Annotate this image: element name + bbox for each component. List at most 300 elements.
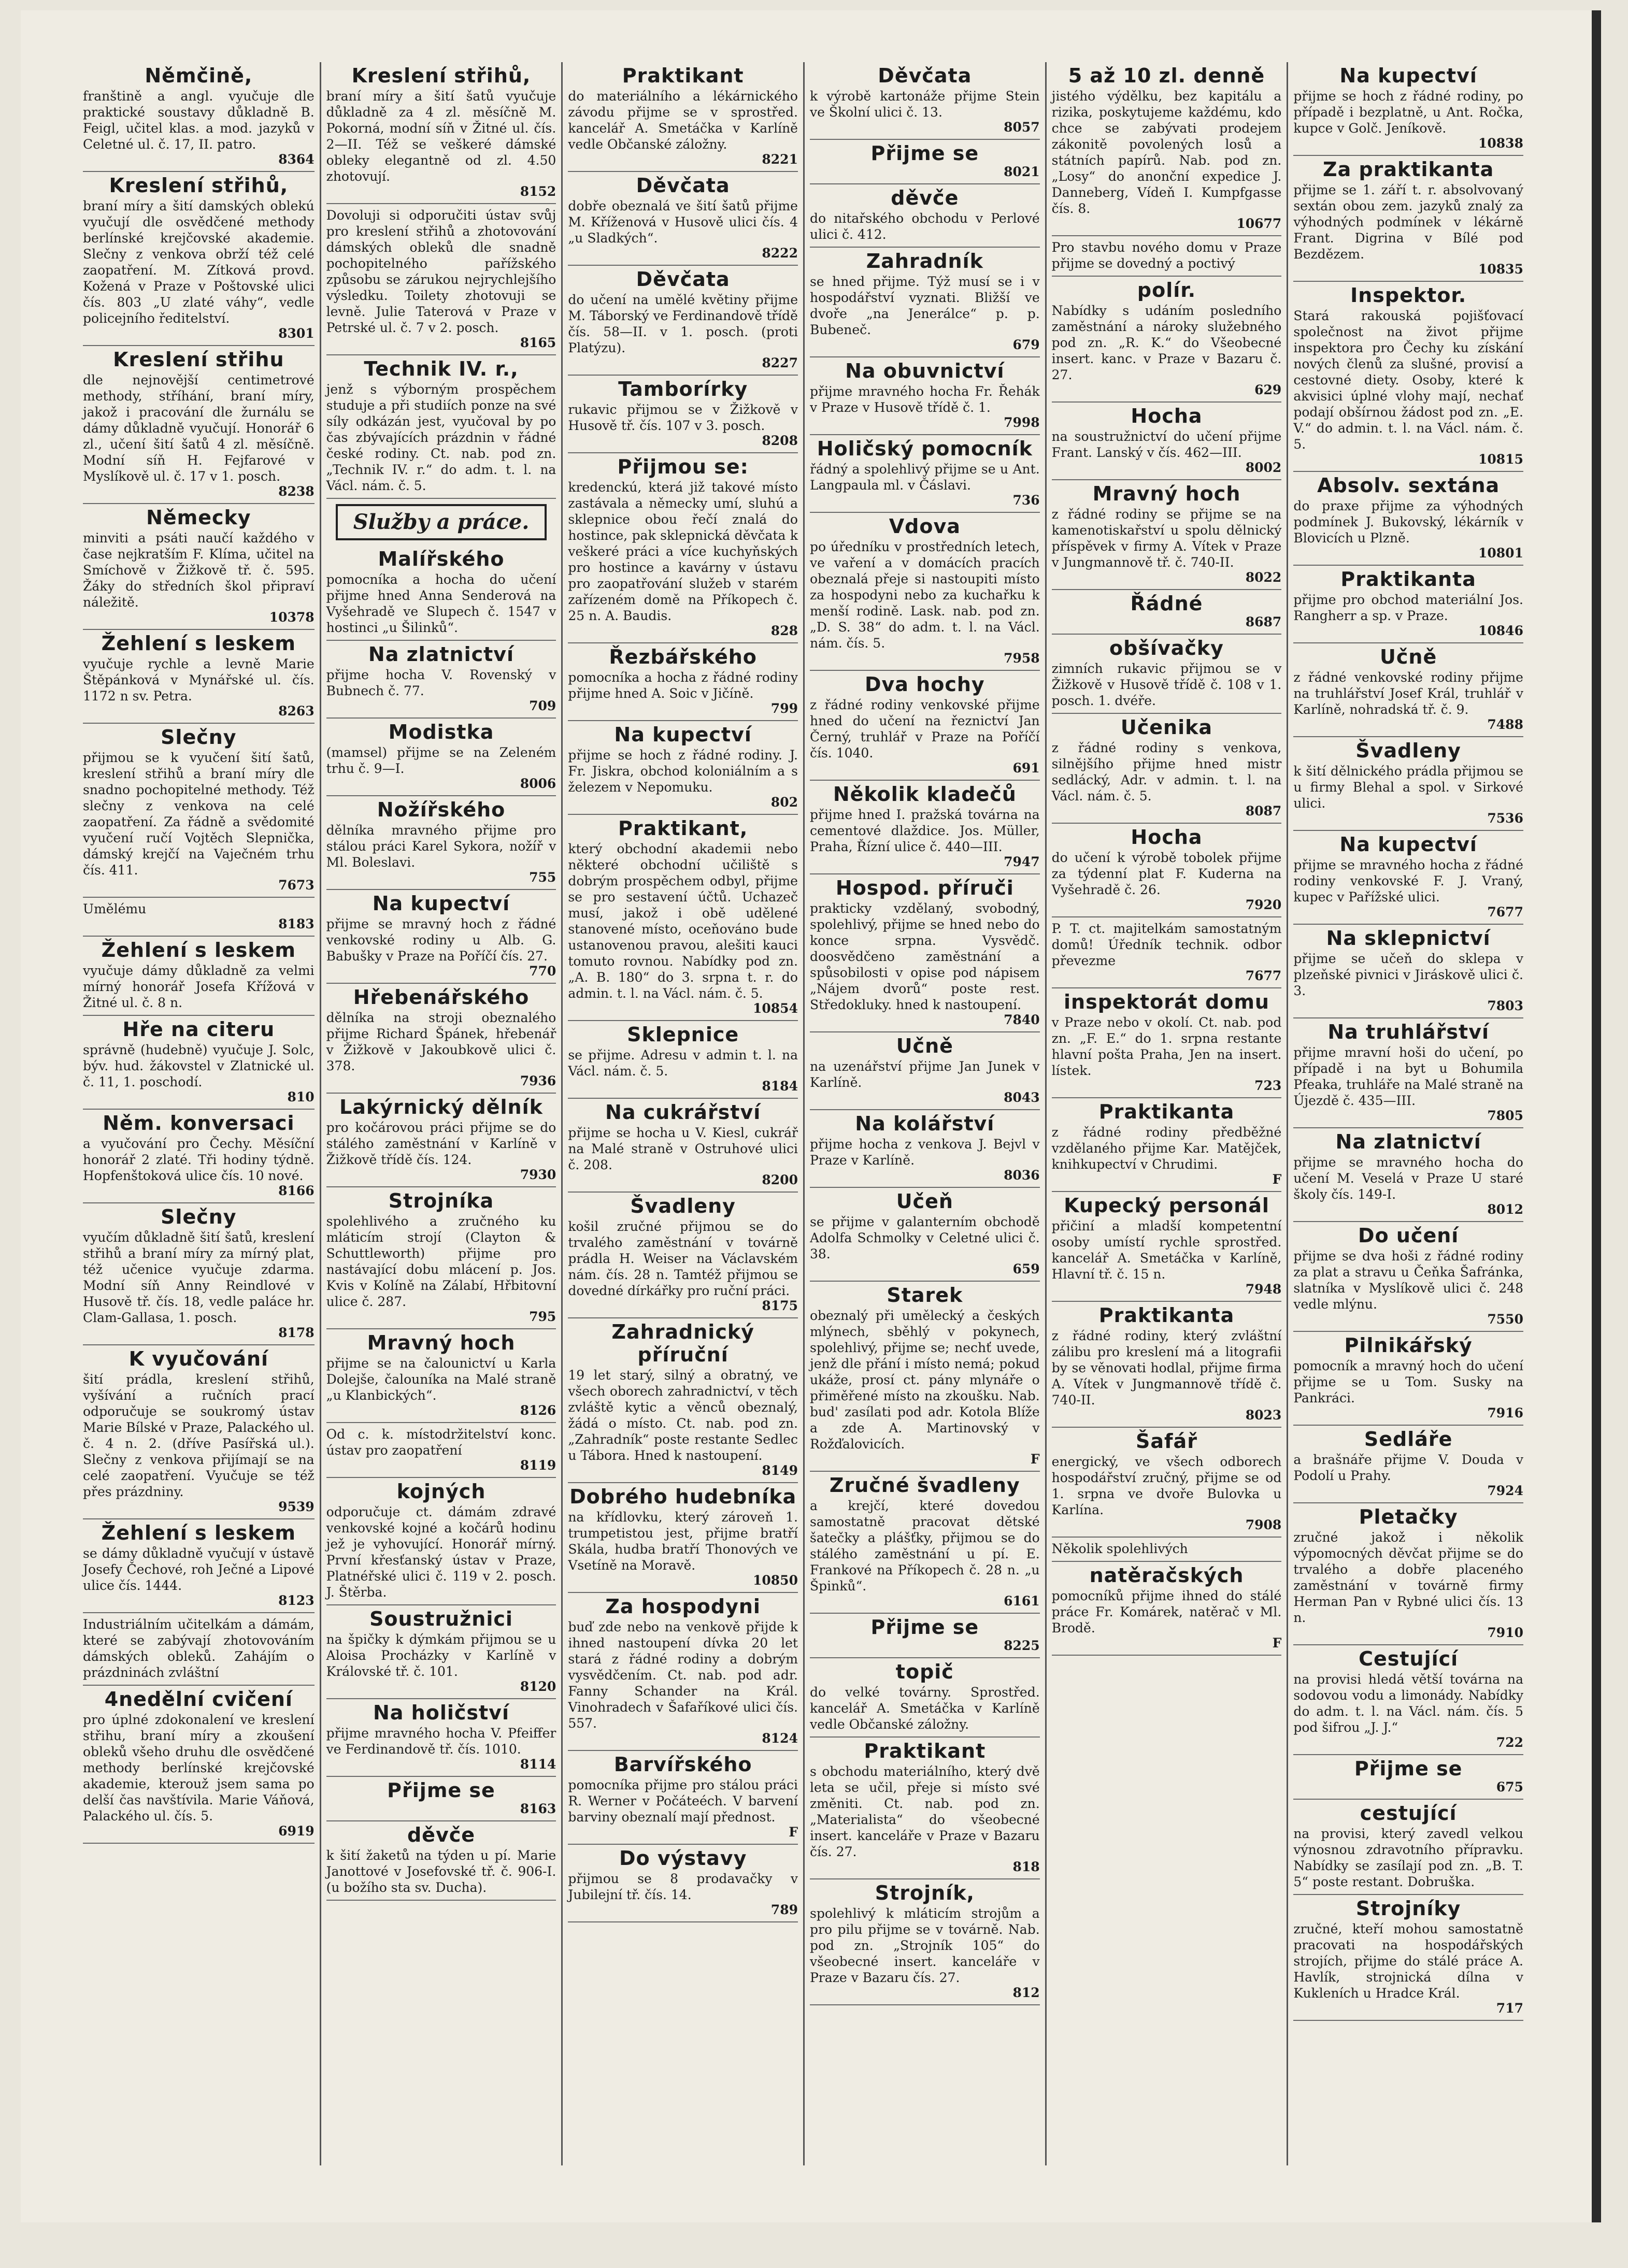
ad-body: z řádné rodiny venkovské přijme hned do učení na řeznictví Jan Černý, truhlář v Praze na Poříčí čís. 1040. [809,697,1040,760]
ad-number: 8057 [1004,120,1040,135]
ad-heading: Praktikant, [618,817,748,840]
ad-heading: Na kupectví [1339,833,1477,856]
ad-number: 8175 [762,1298,798,1313]
classified-ad [1293,1426,1523,1503]
classified-ad [1293,1755,1523,1800]
ad-heading: Mravný hoch [367,1331,516,1354]
classified-ad [83,1016,315,1110]
ad-heading: Mravný hoch [1092,482,1241,505]
ad-number: 7947 [1004,854,1040,869]
classified-ad [810,1738,1040,1879]
ad-body: dělníka mravného přijme pro stálou práci Karel Sykora, nožíř v Ml. Boleslavi. [326,823,556,870]
ad-body: na provisi, který zavedl velkou výnosnou zdravotního přípravku. Nabídky se zasílají pod zn. „B. T. 5“ poste restant. Dobruška. [1293,1826,1523,1889]
newspaper-page [21,10,1601,2222]
classified-ad [568,62,798,172]
ad-body: dobře obeznalá ve šití šatů přijme M. Kříženová v Husově ulici čís. 4 „u Sladkých“. [568,198,798,246]
classified-ad [568,1318,798,1483]
ad-heading: Lakýrnický dělník [339,1096,543,1118]
ad-number: 755 [529,870,556,885]
ad-body: do nitařského obchodu v Perlové ulici č. 412. [809,211,1040,242]
ad-number: 8263 [278,704,315,719]
ad-heading: Zahradnický příruční [611,1320,754,1366]
classified-ad [1052,480,1282,590]
classified-ad [568,172,798,266]
ad-body: rukavic přijmou se v Žižkově v Husově tř. čís. 107 v 3. posch. [568,402,798,433]
ad-body: na provisi hledá větší továrna na sodovou vodu a limonády. Nabídky do adm. t. l. na Václ. nám. čís. 5 pod šifrou „J. J.“ [1293,1672,1523,1735]
ad-number: 7998 [1004,415,1040,430]
classified-ad [326,984,556,1094]
ad-number: 8023 [1245,1408,1282,1423]
ad-number: 717 [1496,2001,1523,2016]
ad-number: F [1272,1172,1282,1187]
ad-heading: Učně [896,1035,953,1057]
classified-ad [1293,1018,1523,1128]
ad-body: Stará rakouská pojišťovací společnost na život přijme inspektora pro Čechy ku získání nových členů za slušné, provisí a cestovné diety. Osoby, které k akvisici úplné vlohy mají, nechať podají obšírnou žádost pod zn. „E. V.“ do admin. t. l. na Václ. nám. č. 5. [1293,308,1523,452]
ad-number: 7910 [1487,1625,1523,1640]
ad-number: 7677 [1245,968,1282,983]
ad-heading: Šafář [1136,1430,1197,1453]
ad-heading: Řezbářského [609,645,757,668]
ad-body: se přijme. Adresu v admin t. l. na Václ. nám. č. 5. [568,1047,798,1079]
ad-body: se hned přijme. Týž musí se i v hospodářství vyznati. Bližší ve dvoře „na Jenerálce“ p. p. Bubeneč. [809,274,1040,337]
ad-number: 7536 [1487,811,1523,826]
ad-body: přijme mravného hocha Fr. Řehák v Praze v Husově třídě č. 1. [809,384,1040,415]
ad-heading: Vdova [889,515,961,538]
ad-body: přijme se mravný hoch z řádné venkovské rodiny u Alb. G. Babušky v Praze na Poříčí čís. 27. [326,916,556,964]
ad-body: přijmou se k vyučení šití šatů, kreslení střihů a braní míry dle snadno pochopitelné methody. Též slečny z venkova na celé zaopatření. Za řádně a svědomité vyučení ručí Vojtěch Slepnička, dámský krejčí na Vaječném trhu čís. 411. [83,750,315,878]
ad-number: 8178 [278,1325,315,1340]
ad-body: pro úplné zdokonalení ve kreslení střihu, braní míry a zkoušení obleků všeho druhu dle osvědčené methody berlínské krejčovské akademie, kterouž jsem sama po delší čas navštívila. Marie Váňová, Palackého ul. čís. 5. [83,1712,315,1824]
classified-ad [83,898,315,937]
classified-ad [810,513,1040,671]
ad-number: 795 [529,1309,556,1324]
ad-number: F [1030,1452,1040,1467]
ad-heading: Něm. konversaci [103,1112,295,1135]
classified-ad [83,937,315,1016]
ad-body: přijme se hoch z řádné rodiny. J. Fr. Jiskra, obchod koloniálním a s železem v Nepomuku. [568,748,798,795]
classified-ad [1052,62,1282,236]
ad-number: 7936 [520,1073,556,1088]
ad-number: 10815 [1478,452,1523,467]
ad-heading: 5 až 10 zl. denně [1068,64,1265,87]
ad-heading: Hře na citeru [122,1018,275,1041]
ad-heading: Slečny [161,726,237,749]
ad-heading: Slečny [161,1205,237,1228]
ad-body: vyučím důkladně šití šatů, kreslení střihů a braní míry za mírný plat, též učenice vyučuje zdarma. Modní síň Anny Reindlové v Husově tř. čís. 18, vedle paláce hr. Clam-Gallasa, 1. posch. [83,1230,315,1325]
classified-ad [1052,277,1282,403]
ad-heading: Kupecký personál [1064,1194,1269,1217]
ad-body: na uzenářství přijme Jan Junek v Karlíně. [809,1059,1040,1090]
ad-body: který obchodní akademii nebo některé obchodní učiliště s dobrým prospěchem odbyl, přijme se pro sestavení účtů. Uchazeč musí, jakož i obě udělené stanovené místo, oceňováno bude ustanovenou pravou, alešiti kauci tomuto rovnou. Nabídky pod zn. „A. B. 180“ do 3. srpna t. r. do admin. t. l. na Václ. nám. č. 5. [568,841,798,1001]
ad-heading: Na kupectví [372,892,510,915]
ad-body: odporučuje ct. dámám zdravé venkovské kojné a kočárů hodinu jež je vyhovující. Honorář mírný. První křesťanský ústav v Praze, Platnéřské ulici č. 119 v 2. posch. J. Štěrba. [326,1504,556,1600]
ad-number: 10378 [269,610,315,625]
ad-body: přijme se mravného hocha do učení M. Veselá v Praze U staré školy čís. 149-I. [1293,1155,1523,1202]
ad-number: 679 [1012,337,1040,352]
ad-body: zručné, kteří mohou samostatně pracovati na hospodářských strojích, přijme do stálé práce A. Havlík, strojnická dílna v Kukleních u Hradce Král. [1293,1921,1523,2001]
ad-heading: Za hospodyni [605,1595,761,1618]
section-heading: Služby a práce. [336,504,547,540]
classified-ad [326,1187,556,1329]
classified-ad [83,172,315,346]
ad-number: 736 [1012,493,1040,508]
ad-number: 7488 [1487,717,1523,732]
ad-heading: Učně [1380,645,1437,668]
ad-body: s obchodu materiálního, který dvě leta se učil, přeje si místo své změniti. Ct. nab. pod zn. „Materialista“ do všeobecné insert. kanceláře v Praze v Bazaru čís. 27. [809,1764,1040,1859]
ad-heading: Praktikant [864,1740,986,1762]
ad-number: 9539 [278,1499,315,1514]
ad-number: 802 [770,795,798,810]
classified-ad [1293,1332,1523,1426]
classified-ad [568,1845,798,1922]
ad-body: minviti a psáti naučí každého v čase nejkratším F. Klíma, učitel na Smíchově v Žižkově tř. č. 595. Žáky do středních škol připraví náležitě. [83,530,315,610]
classified-ad [326,1423,556,1478]
ad-heading: K vyučování [128,1347,269,1370]
classified-ad [1293,831,1523,925]
ad-body: k výrobě kartonáže přijme Stein ve Školní ulici č. 13. [809,89,1040,120]
ad-number: 8152 [520,184,556,199]
ad-body: z řádné rodiny předběžné vzdělaného přijme Kar. Matějček, knihkupectví v Chrudimi. [1051,1125,1282,1172]
ad-body: z řádné rodiny, který zvláštní zálibu pro kreslení má a litografii by se věnovati hodlal, přijme firma A. Vítek v Jungmannově třídě č. 740-II. [1051,1328,1282,1408]
ad-heading: Němčině, [145,64,253,87]
ad-number: 6161 [1004,1594,1040,1609]
ad-number: 8124 [762,1731,798,1746]
ad-heading: Děvčata [878,64,972,87]
classified-ad [83,724,315,898]
ad-body: a brašnáře přijme V. Douda v Podolí u Prahy. [1293,1452,1523,1483]
ad-body: kredenckú, která již takové místo zastávala a německy umí, sluhú a sklepnice obou řečí znalá do hostince, pak sklepnická děvčata k veškeré práci a více kuchyňských pro hostince a kavárny v ústavu pro zaopatřování služeb v starém zařízeném domě na Příkopech č. 25 n. A. Baudis. [568,480,798,623]
ad-heading: inspektorát domu [1064,991,1269,1013]
ad-number: 8222 [762,246,798,261]
ad-heading: Zahradník [866,250,983,272]
column-1 [78,62,320,2165]
ad-number: 7908 [1245,1517,1282,1532]
classified-ad [83,1519,315,1613]
ad-body: na špičky k dýmkám přijmou se u Aloisa Procházky v Karlíně v Královské tř. č. 101. [326,1632,556,1679]
classified-ad [1293,737,1523,831]
ad-number: 7805 [1487,1108,1523,1123]
ad-body: spolehlivého a zručného ku mláticím strojí (Clayton & Schuttleworth) přijme pro nastávající dobu mlácení p. Jos. Kvis v Kolíně na Zálabí, Hřbitovní ulice č. 287. [326,1214,556,1309]
classified-ad [1293,156,1523,282]
ad-heading: natěračských [1089,1564,1244,1587]
classified-ad [83,346,315,504]
ad-body: přijme se dva hoši z řádné rodiny za plat a stravu u Čeňka Šafránka, slatníka v Myslíkově ulici č. 248 vedle mlýnu. [1293,1248,1523,1312]
ad-number: 10846 [1478,623,1523,638]
ad-body: zimních rukavic přijmou se v Žižkově v Husově třídě č. 108 v 1. posch. 1. dvéře. [1051,661,1282,708]
ad-body: přijme se hocha u V. Kiesl, cukrář na Malé straně v Ostruhové ulici č. 208. [568,1125,798,1172]
column-5 [1045,62,1287,2165]
ad-heading: cestující [1360,1802,1457,1825]
ad-body: obeznalý při umělecký a českých mlýnech, sběhlý v pokynech, spolehlivý, přijme se; nechť uvede, jenž dle přání i místo nemá; pokud ukáže, prosí ct. pány mlynáře o přiměřené místo na zkoušku. Nab. bud' zasílati pod adr. Kotola Blíže a zde A. Martinovský v Rožďalovicích. [809,1308,1040,1452]
ad-heading: Děvčata [636,174,730,197]
ad-body: spolehlivý k mláticím strojům a pro pilu přijme se v továrně. Nab. pod zn. „Strojník 105“ do všeobecné insert. kanceláře v Praze v Bazaru čís. 27. [809,1906,1040,1985]
ad-heading: Praktikanta [1098,1100,1235,1123]
ad-number: 7677 [1487,905,1523,920]
ad-heading: Na obuvnictví [845,360,1005,382]
ad-number: 8036 [1004,1168,1040,1183]
ad-body: dělníka na stroji obeznalého přijme Richard Špánek, hřebenář v Žižkově v Jakoubkově ulici č. 378. [326,1010,556,1073]
ad-body: v Praze nebo v okolí. Ct. nab. pod zn. „F. E.“ do 1. srpna restante hlavní pošta Praha, Jen na insert. lístek. [1051,1015,1282,1078]
classified-ad [326,1478,556,1605]
ad-number: 828 [770,623,798,638]
ad-heading: Hřebenářského [353,986,530,1009]
ad-heading: Kreslení střihů, [351,64,531,87]
ad-heading: obšívačky [1109,637,1224,659]
ad-body: košil zručné přijmou se do trvalého zaměstnání v továrně prádla H. Weiser na Václavském nám. čís. 28 n. Tamtéž přijmou se dovedné dírkářky pro ruční práci. [568,1219,798,1298]
classified-ad [1052,590,1282,635]
classified-ad [326,796,556,890]
classified-ad [810,1188,1040,1282]
ad-number: 8114 [520,1757,556,1772]
ad-body: jenž s výborným prospěchem studuje a při studiích ponze na své síly odkázán jest, vyučoval by po čas zbývajících prázdnin v řádné české rodiny. Ct. nab. pod zn. „Technik IV. r.“ do adm. t. l. na Václ. nám. č. 5. [326,382,556,493]
classified-ad [83,1613,315,1686]
ad-number: 8163 [520,1801,556,1816]
classified-ad [810,1658,1040,1738]
ad-heading: Inspektor. [1350,284,1467,307]
ad-number: 8225 [1004,1638,1040,1653]
classified-ad [810,781,1040,874]
ad-heading: Strojník, [875,1882,975,1904]
classified-ad [1293,925,1523,1018]
ad-heading: Strojníka [388,1189,494,1212]
ad-number: 812 [1012,1985,1040,2000]
classified-ad [1293,1503,1523,1645]
ad-heading: topič [895,1660,954,1683]
ad-body: přijme se učeň do sklepa v plzeňské pivnici v Jiráskově ulici č. 3. [1293,951,1523,998]
ad-number: 8165 [520,335,556,350]
ad-number: 8021 [1004,164,1040,179]
ad-number: 7803 [1487,998,1523,1013]
classified-ad [810,435,1040,513]
ad-heading: děvče [891,186,959,209]
ad-heading: Hocha [1131,405,1203,427]
ad-body: Několik spolehlivých [1051,1541,1188,1556]
ad-number: 6919 [278,1824,315,1839]
classified-ad [810,671,1040,781]
classified-ad [568,1483,798,1593]
classified-columns [78,62,1529,2165]
ad-number: 8006 [520,776,556,791]
ad-heading: Učenika [1120,716,1213,739]
ad-heading: Přijme se [1354,1757,1463,1780]
ad-heading: Zručné švadleny [829,1474,1020,1497]
ad-number: 7916 [1487,1405,1523,1420]
ad-body: z řádné venkovské rodiny přijme na truhlářství Josef Král, truhlář v Karlíně, nohradská tř. č. 9. [1293,670,1523,717]
ad-number: 10835 [1478,262,1523,277]
ad-number: 8012 [1487,1202,1523,1217]
ad-body: přijme se 1. září t. r. absolvovaný sextán obou zem. jazyků znalý za výhodných podmínek v lékárně Frant. Digrina v Bílé pod Bezdězem. [1293,182,1523,262]
ad-heading: Na truhlářství [1327,1021,1489,1043]
ad-body: řádný a spolehlivý přijme se u Ant. Langpaula ml. v Čáslavi. [809,462,1040,493]
ad-heading: Soustružnici [369,1607,513,1630]
ad-number: 8238 [278,484,315,499]
ad-body: přijme se na čalounictví u Karla Dolejše, čalouníka na Malé straně „u Klanbických“. [326,1356,556,1403]
ad-heading: Na kupectví [614,723,752,746]
ad-body: braní míry a šití šatů vyučuje důkladně za 4 zl. měsíčně M. Pokorná, modní síň v Žitné ul. čís. 2—II. Též se veškeré dámské obleky elegantně od zl. 4.50 zhotovují. [326,89,556,184]
classified-ad [326,546,556,641]
ad-body: Industriálním učitelkám a dámám, které se zabývají zhotovováním dámských obleků. Zahájím o prázdninách zvláštní [83,1617,315,1680]
ad-number: 8221 [762,152,798,167]
ad-heading: Hospod. příruči [835,877,1014,899]
ad-number: 8087 [1245,803,1282,819]
column-3 [561,62,803,2165]
ad-body: se přijme v galanterním obchodě Adolfa Schmolky v Celetné ulici č. 38. [809,1214,1040,1261]
classified-ad [1052,1302,1282,1428]
ad-number: 7673 [278,878,315,893]
classified-ad [1052,714,1282,824]
ad-body: Nabídky s udáním posledního zaměstnání a nároky služebného pod zn. „R. K.“ do Všeobecné insert. kanc. v Praze v Bazaru č. 27. [1051,303,1282,382]
classified-ad [326,1699,556,1777]
ad-number: 10850 [753,1573,798,1588]
ad-number: 8184 [762,1079,798,1094]
ad-number: 7924 [1487,1483,1523,1498]
classified-ad [568,815,798,1021]
ad-heading: Barvířského [613,1753,752,1776]
ad-body: přijme pro obchod materiální Jos. Rangherr a sp. v Praze. [1293,592,1523,623]
ad-number: 8227 [762,355,798,370]
classified-ad [326,355,556,499]
ad-body: přičiní a mladší kompetentní osoby umístí rychle sprostřed. kancelář A. Smetáčka v Karlíně, Hlavní tř. č. 15 n. [1051,1218,1282,1282]
classified-ad [83,1110,315,1203]
ad-number: 709 [529,698,556,713]
ad-body: pomocníka a hocha do učení přijme hned Anna Senderová na Vyšehradě ve Slupech č. 1547 v hostinci „u Šilinků“. [326,572,556,635]
classified-ad [83,630,315,724]
ad-body: přijme hocha V. Rovenský v Bubnech č. 77. [326,667,556,698]
ad-body: dle nejnovější centimetrové methody, stříhání, braní míry, jakož i pracování dle žurnálu se dámy důkladně vyučují. Honorář 6 zl., učení šití šatů 4 zl. měsíčně. Modní síň H. Fejfarové v Myslíkově ul. č. 17 v 1. posch. [83,372,315,484]
classified-ad [326,890,556,984]
classified-ad [568,643,798,721]
ad-body: buď zde nebo na venkově přijde k ihned nastoupení dívka 20 let stará z řádné rodiny a dobrým vysvědčením. Ct. nab. pod adr. Fanny Schander na Král. Vinohradech v Šafaříkové ulici čís. 557. [568,1619,798,1731]
classified-ad [810,874,1040,1032]
ad-heading: Dobrého hudebníka [569,1485,797,1508]
ad-heading: Kreslení střihů, [109,174,289,197]
ad-heading: Žehlení s leskem [101,1521,296,1544]
ad-heading: Absolv. sextána [1317,474,1500,497]
classified-ad [1293,643,1523,737]
classified-ad [568,721,798,815]
ad-body: pomocník a mravný hoch do učení přijme se u Tom. Susky na Pankráci. [1293,1358,1523,1405]
ad-body: pomocníka a hocha z řádné rodiny přijme hned A. Soic v Jičíně. [568,670,798,701]
ad-number: 789 [770,1902,798,1917]
ad-heading: Hocha [1131,826,1203,849]
ad-heading: Na kupectví [1339,64,1477,87]
ad-number: 8364 [278,152,315,167]
ad-body: do praxe přijme za výhodných podmínek J. Bukovský, lékárník v Blovicích u Plzně. [1293,498,1523,546]
classified-ad [568,1021,798,1099]
classified-ad [568,266,798,376]
ad-number: 8002 [1245,460,1282,475]
classified-ad [1052,1098,1282,1192]
ad-number: 7920 [1245,897,1282,912]
ad-heading: Dva hochy [864,673,985,696]
ad-number: 8120 [520,1679,556,1694]
ad-number: 8687 [1245,614,1282,629]
classified-ad [1293,566,1523,643]
ad-heading: Do výstavy [619,1847,747,1870]
ad-number: 8126 [520,1403,556,1418]
ad-body: z řádné rodiny se přijme se na kamenotiskařství u spolu dělnický příspěvek v firmy A. Vítek v Praze v Jungmannově tř. č. 740-II. [1051,507,1282,570]
classified-ad [568,1193,798,1318]
classified-ad [810,1032,1040,1110]
classified-ad [1052,1428,1282,1538]
ad-number: 7948 [1245,1282,1282,1297]
ad-number: 770 [529,964,556,979]
ad-heading: Švadleny [630,1195,736,1217]
ad-heading: Sedláře [1364,1428,1453,1451]
ad-body: přijme se hoch z řádné rodiny, po případě i bezplatně, u Ant. Ročka, kupce v Golč. Jeníkově. [1293,89,1523,136]
ad-body: jistého výdělku, bez kapitálu a rizika, poskytujeme každému, kdo chce se zabývati prodejem zákonitě povolených losů a státních papírů. Nab. pod zn. „Losy“ do anonční expedice J. Danneberg, Vídeň I. Kumpfgasse čís. 8. [1051,89,1282,216]
classified-ad [83,504,315,630]
ad-body: přijme hocha z venkova J. Bejvl v Praze v Karlíně. [809,1137,1040,1168]
ad-heading: Technik IV. r., [364,357,519,380]
ad-heading: Kreslení střihu [113,348,284,371]
ad-heading: Holičský pomocník [817,437,1033,460]
ad-body: Pro stavbu nového domu v Praze přijme se dovedný a poctivý [1051,240,1282,271]
ad-number: 722 [1496,1735,1523,1750]
ad-body: do učení na umělé květiny přijme M. Táborský ve Ferdinandově třídě čís. 58—II. v 1. posch. (proti Platýzu). [568,292,798,355]
ad-body: P. T. ct. majitelkám samostatným domů! Úředník technik. odbor převezme [1051,921,1282,968]
ad-number: 10838 [1478,136,1523,151]
ad-number: 10677 [1236,216,1282,231]
classified-ad [810,248,1040,357]
ad-number: 8123 [278,1593,315,1608]
ad-number: 799 [770,701,798,716]
classified-ad [1052,824,1282,917]
ad-heading: Modistka [388,721,494,743]
ad-heading: kojných [396,1480,486,1503]
ad-number: 8043 [1004,1090,1040,1105]
ad-body: k šití dělnického prádla přijmou se u firmy Blehal a spol. v Sirkové ulici. [1293,764,1523,811]
classified-ad [1052,403,1282,480]
classified-ad [810,62,1040,140]
ad-heading: Za praktikanta [1323,158,1494,181]
ad-number: 8200 [762,1172,798,1187]
classified-ad [568,453,798,643]
ad-heading: Přijme se [870,1616,979,1639]
ad-number: 7840 [1004,1012,1040,1027]
classified-ad [326,1821,556,1901]
classified-ad [1293,472,1523,566]
ad-body: franštině a angl. vyučuje dle praktické soustavy důkladně B. Feigl, učitel klas. a mod. jazyků v Celetné ul. č. 17, II. patro. [83,89,315,152]
classified-ad [1052,1192,1282,1302]
classified-ad [810,140,1040,184]
ad-heading: Praktikant [622,64,744,87]
ad-body: přijme hned I. pražská továrna na cementové dlaždice. Jos. Müller, Praha, Řízní ulice č. 440—III. [809,807,1040,854]
ad-heading: Pilnikářský [1344,1334,1473,1357]
classified-ad [1293,62,1523,156]
classified-ad [83,62,315,172]
ad-heading: Tamborírky [618,378,748,400]
classified-ad [326,1329,556,1423]
classified-ad [1293,1800,1523,1895]
classified-ad [1293,1895,1523,2021]
ad-body: do velké továrny. Sprostřed. kancelář A. Smetáčka v Karlíně vedle Občanské záložny. [809,1685,1040,1732]
ad-number: 818 [1012,1859,1040,1874]
ad-body: správně (hudebně) vyučuje J. Solc, býv. hud. žákovstel v Zlatnické ul. č. 11, 1. poschodí. [83,1042,315,1089]
ad-heading: Cestující [1359,1647,1459,1670]
ad-body: na soustružnictví do učení přijme Frant. Lanský v čís. 462—III. [1051,429,1282,460]
ad-heading: Švadleny [1355,739,1461,762]
classified-ad [1052,1538,1282,1562]
ad-heading: Německy [146,506,251,529]
classified-ad [326,204,556,355]
classified-ad [1052,917,1282,988]
classified-ad [810,357,1040,435]
ad-body: šití prádla, kreslení střihů, vyšívání a ručních prací odporučuje se soukromý ústav Marie Bílské v Praze, Palackého ul. č. 4 n. 2. (dříve Pasířská ul.). Slečny z venkova přijímají se na celé zaopatření. Vyučuje se též přes prázdniny. [83,1372,315,1499]
ad-number: 10854 [753,1001,798,1016]
ad-body: pomocníků přijme ihned do stálé práce Fr. Komárek, natěrač v Ml. Brodě. [1051,1588,1282,1635]
ad-heading: Žehlení s leskem [101,632,296,655]
